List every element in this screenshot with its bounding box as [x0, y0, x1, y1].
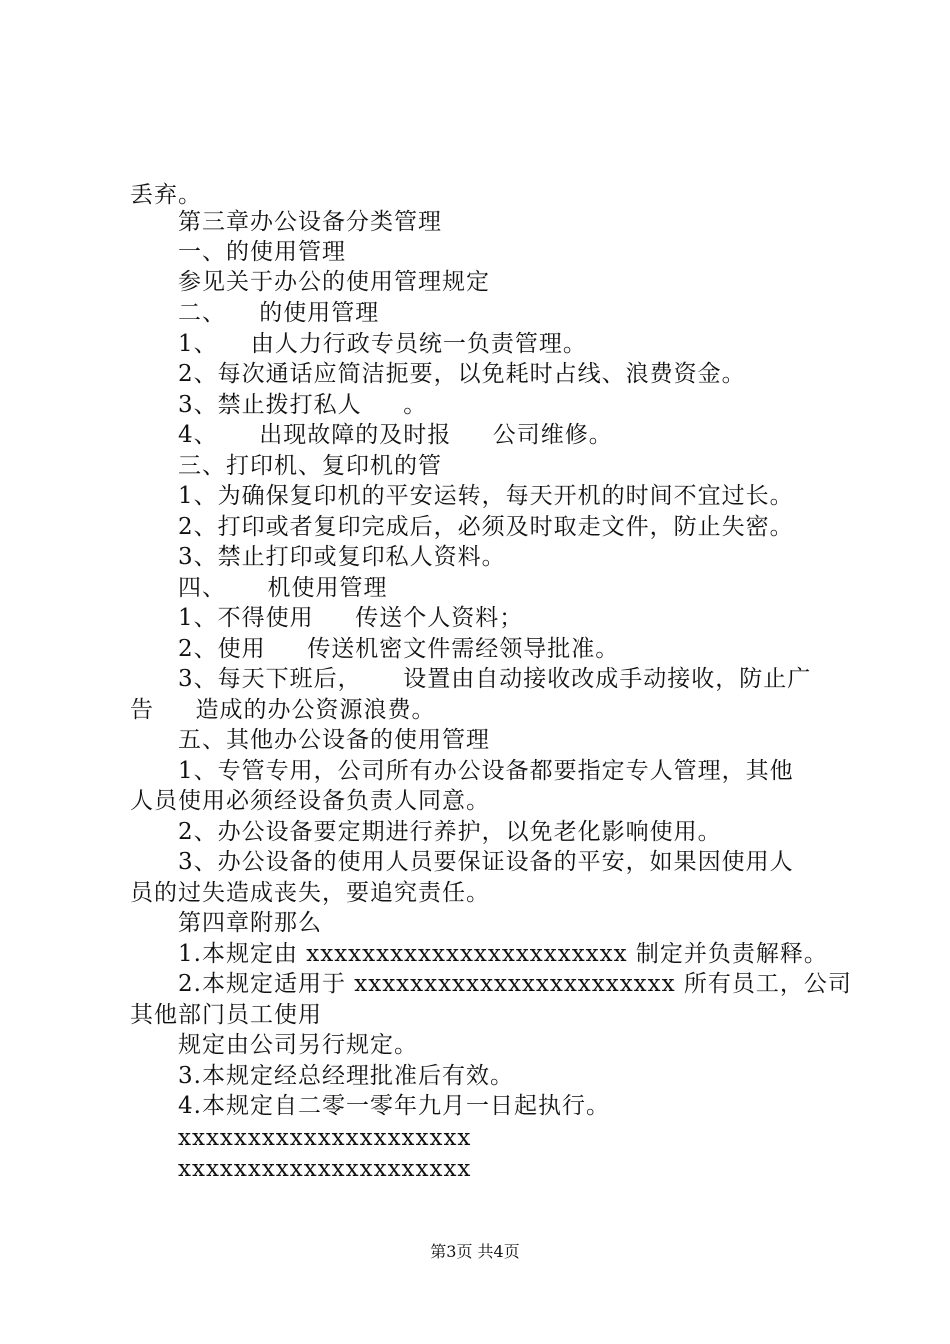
text-line: 1、不得使用 传送个人资料； — [178, 605, 524, 631]
text-line: 2、打印或者复印完成后，必须及时取走文件，防止失密。 — [178, 514, 794, 540]
text-line: 其他部门员工使用 — [130, 1002, 322, 1028]
section-heading: 五、其他办公设备的使用管理 — [178, 727, 490, 753]
text-line: 告 造成的办公资源浪费。 — [130, 697, 436, 723]
section-heading: 二、 的使用管理 — [178, 300, 380, 326]
page-number: 第3页 共4页 — [430, 1242, 520, 1261]
text-line: 1、为确保复印机的平安运转，每天开机的时间不宜过长。 — [178, 483, 794, 509]
text-line: 3、禁止打印或复印私人资料。 — [178, 544, 506, 570]
text-line: 2、每次通话应简洁扼要，以免耗时占线、浪费资金。 — [178, 361, 746, 387]
text-line: 1、专管专用，公司所有办公设备都要指定专人管理，其他 — [178, 758, 794, 784]
section-heading: 三、打印机、复印机的管 — [178, 453, 442, 479]
text-line: 3、每天下班后， 设置由自动接收改成手动接收，防止广 — [178, 666, 812, 692]
chapter-heading: 第三章办公设备分类管理 — [178, 209, 442, 235]
text-line: 4、 出现故障的及时报 公司维修。 — [178, 422, 613, 448]
text-line: 4.本规定自二零一零年九月一日起执行。 — [178, 1093, 610, 1119]
signature-line: xxxxxxxxxxxxxxxxxxxxx — [178, 1156, 472, 1182]
text-line: 3.本规定经总经理批准后有效。 — [178, 1063, 514, 1089]
text-line: 参见关于办公的使用管理规定 — [178, 269, 490, 295]
text-line: 丢弃。 — [130, 182, 202, 208]
section-heading: 一、的使用管理 — [178, 239, 346, 265]
text-line: 1.本规定由 xxxxxxxxxxxxxxxxxxxxxxx 制定并负责解释。 — [178, 941, 828, 967]
text-line: 员的过失造成丧失，要追究责任。 — [130, 880, 490, 906]
chapter-heading: 第四章附那么 — [178, 910, 322, 936]
text-line: 人员使用必须经设备负责人同意。 — [130, 788, 490, 814]
text-line: 3、禁止拨打私人 。 — [178, 392, 428, 418]
section-heading: 四、 机使用管理 — [178, 575, 388, 601]
signature-line: xxxxxxxxxxxxxxxxxxxxx — [178, 1125, 472, 1151]
text-line: 规定由公司另行规定。 — [178, 1032, 418, 1058]
text-line: 2、办公设备要定期进行养护，以免老化影响使用。 — [178, 819, 722, 845]
text-line: 2.本规定适用于 xxxxxxxxxxxxxxxxxxxxxxx 所有员工，公司 — [178, 971, 852, 997]
text-line: 3、办公设备的使用人员要保证设备的平安，如果因使用人 — [178, 849, 794, 875]
text-line: 1、 由人力行政专员统一负责管理。 — [178, 331, 587, 357]
text-line: 2、使用 传送机密文件需经领导批准。 — [178, 636, 620, 662]
